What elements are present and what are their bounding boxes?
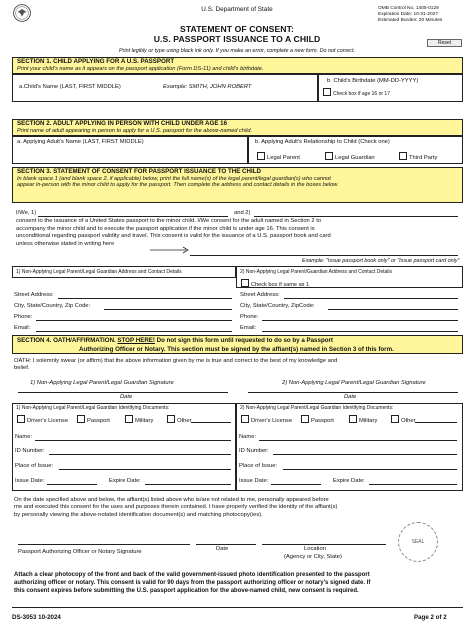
section3-subtitle-2: appear in-person with the minor child to apply for the passport. Then complete the address and contact details in the boxes below. — [17, 182, 339, 189]
officer-signature-label: Passport Authorizing Officer or Notary Signature — [18, 549, 142, 555]
parent1-idnum-label: ID Number: — [15, 448, 45, 454]
parent2-military-label: Military — [359, 418, 378, 424]
parent1-other-line[interactable] — [191, 422, 231, 423]
parent1-email-line[interactable] — [36, 331, 232, 332]
parent1-other-checkbox[interactable] — [167, 415, 175, 423]
section2-subtitle: Print name of adult appearing in person to apply for a U.S. passport for the above-named child. — [17, 127, 253, 134]
form-id: DS-3053 10-2024 — [12, 614, 61, 621]
parent1-passport-label: Passport — [87, 418, 110, 424]
child-name-field[interactable] — [12, 74, 318, 102]
page-number: Page 2 of 2 — [414, 614, 447, 621]
child-birthdate-label: b. Child's Birthdate (MM-DD-YYYY) — [327, 78, 419, 84]
parent2-other-label: Other — [401, 418, 416, 424]
section4-header — [12, 335, 463, 354]
parent1-idnum-line[interactable] — [49, 454, 231, 455]
parent2-contact-header — [236, 266, 463, 288]
seal-label: SEAL — [411, 539, 425, 545]
parent2-other-line[interactable] — [415, 422, 457, 423]
footer-rule — [12, 607, 463, 608]
written-restriction-line[interactable] — [190, 255, 458, 256]
attach-line-2: authorizing officer or notary. This consent is valid for 90 days from the passport authorizing officer or notary's signed date. If — [14, 580, 371, 586]
form-instruction: Print legibly or type using black ink only. If you make an error, complete a new form. Do not correct. — [119, 48, 355, 54]
parent2-other-checkbox[interactable] — [391, 415, 399, 423]
section3-subtitle-1: In blank space 1 (and blank space 2, if applicable) below, print the full name(s) of the legal parent/legal guardian(s) who cannot — [17, 175, 331, 182]
section1-header — [12, 57, 463, 74]
parent1-city-line[interactable] — [104, 309, 232, 310]
parent2-email-label: Email: — [240, 325, 257, 331]
section1-subtitle: Print your child's name as it appears on the passport application (Form DS-11) and child's birthdate. — [17, 65, 264, 72]
arrow-right-icon — [150, 246, 190, 254]
iwe-label: I/We, 1) — [16, 210, 37, 216]
parent2-city-label: City, State/Country, ZipCode: — [240, 303, 315, 309]
parent2-issue-line[interactable] — [271, 484, 321, 485]
parent1-id-name-label: Name: — [15, 434, 33, 440]
parent1-email-label: Email: — [14, 325, 31, 331]
notary-line-1: On the date specified above and below, the affiant(s) listed above who is/are not related to me, personally appeared before — [14, 497, 329, 503]
legal-parent-checkbox[interactable] — [257, 152, 265, 160]
oath-line-1: OATH: I solemnly swear (or affirm) that the above information given by me is true and correct to the best of my knowledge and — [14, 358, 338, 364]
parent1-date-label: Date — [120, 394, 133, 400]
consent-paragraph — [16, 218, 466, 248]
relationship-label: b. Applying Adult's Relationship to Child (Check one) — [255, 139, 390, 145]
same-as-1-checkbox[interactable] — [241, 279, 249, 287]
parent2-date-line[interactable] — [248, 392, 458, 393]
form-title-line2: U.S. PASSPORT ISSUANCE TO A CHILD — [153, 34, 321, 44]
section1-title: SECTION 1. CHILD APPLYING FOR A U.S. PASSPORT — [17, 58, 175, 65]
parent2-email-line[interactable] — [262, 331, 458, 332]
officer-date-line[interactable] — [196, 544, 256, 545]
parent2-signature-label: 2) Non-Applying Legal Parent/Legal Guardian Signature — [282, 380, 426, 386]
parent1-name-line[interactable] — [38, 216, 228, 217]
parent1-issue-line[interactable] — [47, 484, 97, 485]
parent2-idnum-label: ID Number: — [239, 448, 269, 454]
parent2-id-name-label: Name: — [239, 434, 257, 440]
parent2-id-docs — [236, 403, 463, 491]
age-16-17-label: Check box if age 16 or 17 — [333, 91, 390, 97]
legal-guardian-label: Legal Guardian — [335, 155, 375, 161]
parent2-place-line[interactable] — [283, 469, 457, 470]
notary-line-2: me and executed this consent for the uses and purposes therein contained. I have properly verified the identity of the affiant(s) — [14, 504, 338, 511]
parent1-signature-label: 1) Non-Applying Legal Parent/Legal Guardian Signature — [30, 380, 174, 386]
section3-header — [12, 167, 463, 203]
expiration-date: Expiration Date: 10-31-2027 — [378, 12, 438, 17]
child-birthdate-field[interactable] — [318, 74, 463, 102]
parent1-id-label: 1) Non-Applying Legal Parent/Legal Guardian Identifying Documents: — [16, 405, 170, 411]
parent1-dl-checkbox[interactable] — [17, 415, 25, 423]
parent2-phone-line[interactable] — [262, 320, 458, 321]
parent1-phone-line[interactable] — [36, 320, 232, 321]
parent2-street-line[interactable] — [284, 298, 458, 299]
section4-warning-2: Authorizing Officer or Notary. This section must be signed by the affiant(s) named in Section 3 of this form. — [79, 345, 394, 353]
attach-line-1: Attach a clear photocopy of the front and back of the valid government-issued photo identification presented to the passport — [14, 572, 370, 578]
parent2-passport-checkbox[interactable] — [301, 415, 309, 423]
notary-seal-area — [398, 522, 438, 562]
child-name-example: Example: SMITH, JOHN ROBERT — [163, 84, 252, 90]
parent2-expire-line[interactable] — [369, 484, 457, 485]
parent1-id-docs — [12, 403, 236, 491]
form-title-line1: STATEMENT OF CONSENT: — [180, 24, 294, 34]
officer-date-label: Date — [216, 546, 229, 552]
parent1-expire-label: Expire Date: — [109, 478, 141, 484]
parent2-idnum-line[interactable] — [273, 454, 457, 455]
legal-parent-label: Legal Parent — [267, 155, 300, 161]
officer-agency-label: (Agency or City, State) — [284, 554, 342, 560]
oath-text — [14, 358, 464, 373]
parent2-phone-label: Phone: — [240, 314, 259, 320]
parent2-id-name-line[interactable] — [259, 440, 457, 441]
section3-title: SECTION 3. STATEMENT OF CONSENT FOR PASSPORT ISSUANCE TO THE CHILD — [17, 168, 261, 175]
reset-button[interactable]: Reset — [427, 39, 462, 47]
age-16-17-checkbox[interactable] — [323, 88, 331, 96]
parent1-issue-label: Issue Date: — [15, 478, 45, 484]
consent-line-2: accompany the minor child and to execute the passport application if the minor child is under age 16. This consent is — [16, 225, 315, 232]
parent1-military-checkbox[interactable] — [125, 415, 133, 423]
third-party-checkbox[interactable] — [399, 152, 407, 160]
third-party-label: Third Party — [409, 155, 438, 161]
parent2-place-label: Place of Issue: — [239, 463, 278, 469]
parent2-issue-label: Issue Date: — [239, 478, 269, 484]
parent1-date-line[interactable] — [18, 392, 228, 393]
adult-name-label: a. Applying Adult's Name (LAST, FIRST MIDDLE) — [17, 139, 144, 145]
parent2-dl-checkbox[interactable] — [241, 415, 249, 423]
parent2-id-label: 2) Non-Applying Legal Parent/Legal Guardian Identifying Documents: — [240, 405, 394, 411]
parent2-dl-label: Driver's License — [251, 418, 293, 424]
parent2-street-label: Street Address: — [240, 292, 280, 298]
parent1-phone-label: Phone: — [14, 314, 33, 320]
parent1-expire-line[interactable] — [145, 484, 231, 485]
parent1-place-line[interactable] — [59, 469, 231, 470]
stop-here-label: STOP HERE! — [117, 337, 155, 344]
notary-statement — [14, 497, 464, 519]
attach-line-3: this consent expires before submitting the U.S. passport application for the above-named child, new consent is required. — [14, 588, 359, 594]
attachment-notice — [12, 568, 463, 604]
parent1-place-label: Place of Issue: — [15, 463, 54, 469]
officer-signature-line[interactable] — [18, 544, 190, 545]
section4-warning-1: Do not sign this form until requested to do so by a Passport — [156, 337, 333, 344]
estimated-burden: Estimated Burden: 20 Minutes — [378, 18, 443, 23]
omb-number: OMB Control No. 1405-0129 — [378, 6, 439, 11]
consent-line-4: unless otherwise stated in writing here — [16, 240, 115, 247]
and2-label: and 2) — [234, 210, 251, 216]
officer-location-line[interactable] — [262, 544, 386, 545]
consent-line-1: consent to the issuance of a United States passport to the minor child. I/We consent for the adult named in Section 2 to — [16, 218, 322, 224]
parent1-contact-header — [12, 266, 236, 278]
parent1-city-label: City, State/Country, Zip Code: — [14, 303, 91, 309]
parent1-passport-checkbox[interactable] — [77, 415, 85, 423]
parent1-street-label: Street Address: — [14, 292, 54, 298]
parent2-passport-label: Passport — [311, 418, 334, 424]
relationship-field — [248, 136, 463, 164]
parent2-contact-label: 2) Non-Applying Legal Parent/Guardian Address and Contact Details — [240, 269, 393, 275]
oath-line-2: belief. — [14, 365, 30, 372]
section2-title: SECTION 2. ADULT APPLYING IN PERSON WITH CHILD UNDER AGE 16 — [17, 120, 228, 127]
parent2-expire-label: Expire Date: — [333, 478, 365, 484]
child-name-label: a.Child's Name (LAST, FIRST MIDDLE) — [19, 84, 121, 90]
parent2-military-checkbox[interactable] — [349, 415, 357, 423]
parent1-id-name-line[interactable] — [35, 440, 231, 441]
restriction-example: Example: "Issue passport book only" or "Issue passport card only" — [302, 258, 460, 264]
officer-location-label: Location — [304, 546, 326, 552]
parent1-dl-label: Driver's License — [27, 418, 69, 424]
parent2-date-label: Date — [344, 394, 357, 400]
consent-line-3: unconditional regarding passport validity and travel. This consent is valid for the issuance of a U.S. passport book and card — [16, 233, 331, 240]
department-name: U.S. Department of State — [201, 6, 273, 13]
section2-header — [12, 119, 463, 136]
same-as-1-label: Check box if same as 1 — [251, 282, 310, 288]
parent1-contact-label: 1) Non-Applying Legal Parent/Legal Guardian Address and Contact Details — [16, 269, 182, 275]
notary-line-3: by personally viewing the above-notated identification document(s) and matching photocopy(ies). — [14, 511, 263, 518]
parent2-city-line[interactable] — [328, 309, 458, 310]
parent2-name-line[interactable] — [254, 216, 458, 217]
parent1-other-label: Other — [177, 418, 192, 424]
parent1-street-line[interactable] — [58, 298, 232, 299]
adult-name-field[interactable] — [12, 136, 248, 164]
section4-title: SECTION 4. OATH/AFFIRMATION. — [17, 337, 116, 344]
parent1-military-label: Military — [135, 418, 154, 424]
legal-guardian-checkbox[interactable] — [325, 152, 333, 160]
